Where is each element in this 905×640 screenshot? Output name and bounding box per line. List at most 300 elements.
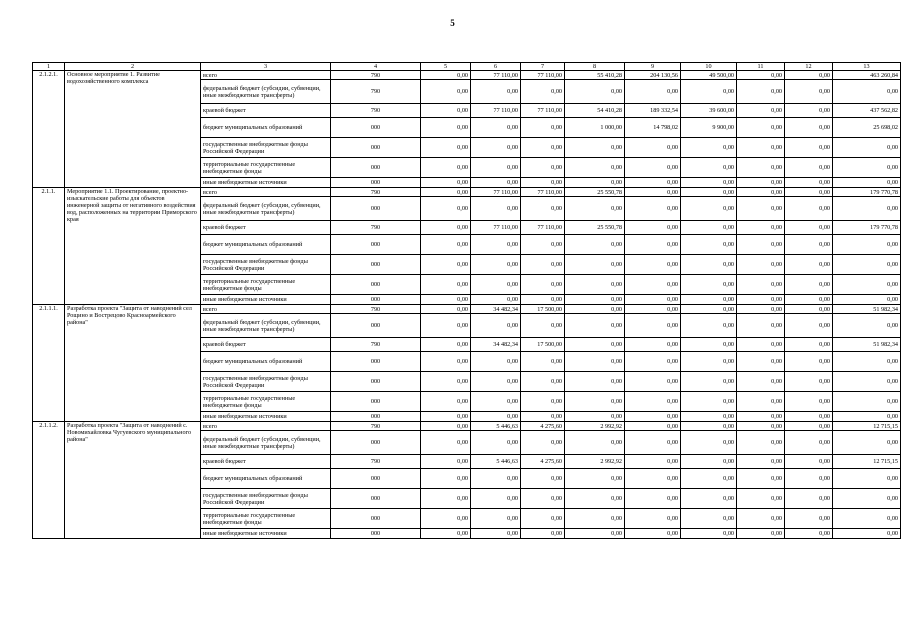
- amount-cell: 34 482,34: [471, 305, 521, 314]
- amount-cell: 0,00: [737, 118, 785, 138]
- amount-cell: 0,00: [785, 178, 833, 188]
- amount-cell: 0,00: [521, 197, 565, 221]
- budget-code: 000: [331, 412, 421, 422]
- amount-cell: 0,00: [625, 235, 681, 255]
- amount-cell: 0,00: [471, 80, 521, 104]
- amount-cell: 0,00: [681, 455, 737, 469]
- funding-source: краевой бюджет: [201, 221, 331, 235]
- amount-cell: 0,00: [785, 314, 833, 338]
- amount-cell: 0,00: [737, 305, 785, 314]
- amount-cell: 0,00: [421, 455, 471, 469]
- amount-cell: 2 992,92: [565, 422, 625, 431]
- amount-cell: 77 110,00: [471, 221, 521, 235]
- amount-cell: 0,00: [565, 338, 625, 352]
- amount-cell: 0,00: [833, 235, 901, 255]
- budget-code: 790: [331, 455, 421, 469]
- amount-cell: 0,00: [471, 314, 521, 338]
- budget-code: 000: [331, 138, 421, 158]
- amount-cell: 0,00: [681, 158, 737, 178]
- amount-cell: 0,00: [785, 392, 833, 412]
- amount-cell: 0,00: [681, 178, 737, 188]
- amount-cell: 0,00: [737, 352, 785, 372]
- amount-cell: 0,00: [737, 509, 785, 529]
- amount-cell: 0,00: [681, 314, 737, 338]
- amount-cell: 0,00: [833, 352, 901, 372]
- amount-cell: 0,00: [471, 469, 521, 489]
- amount-cell: 0,00: [737, 422, 785, 431]
- amount-cell: 0,00: [681, 188, 737, 197]
- amount-cell: 0,00: [833, 178, 901, 188]
- amount-cell: 0,00: [785, 138, 833, 158]
- column-number: 10: [681, 63, 737, 71]
- funding-source: территориальные государственные внебюджетные фонды: [201, 392, 331, 412]
- amount-cell: 51 982,34: [833, 305, 901, 314]
- amount-cell: 0,00: [421, 235, 471, 255]
- amount-cell: 0,00: [737, 489, 785, 509]
- amount-cell: 12 715,15: [833, 455, 901, 469]
- amount-cell: 0,00: [471, 372, 521, 392]
- amount-cell: 437 562,82: [833, 104, 901, 118]
- amount-cell: 0,00: [471, 235, 521, 255]
- amount-cell: 0,00: [785, 338, 833, 352]
- amount-cell: 0,00: [625, 338, 681, 352]
- funding-source: краевой бюджет: [201, 338, 331, 352]
- amount-cell: 0,00: [421, 80, 471, 104]
- amount-cell: 0,00: [785, 352, 833, 372]
- amount-cell: 0,00: [737, 314, 785, 338]
- amount-cell: 0,00: [421, 197, 471, 221]
- amount-cell: 0,00: [625, 455, 681, 469]
- table-row: [33, 71, 901, 80]
- amount-cell: 12 715,15: [833, 422, 901, 431]
- amount-cell: 51 982,34: [833, 338, 901, 352]
- amount-cell: 204 130,56: [625, 71, 681, 80]
- amount-cell: 0,00: [833, 489, 901, 509]
- amount-cell: 0,00: [521, 469, 565, 489]
- amount-cell: 0,00: [785, 455, 833, 469]
- funding-source: государственные внебюджетные фонды Российской Федерации: [201, 372, 331, 392]
- budget-code: 790: [331, 188, 421, 197]
- amount-cell: 0,00: [681, 235, 737, 255]
- amount-cell: 0,00: [785, 305, 833, 314]
- amount-cell: 0,00: [421, 431, 471, 455]
- amount-cell: 0,00: [785, 412, 833, 422]
- amount-cell: 0,00: [565, 235, 625, 255]
- amount-cell: 0,00: [421, 314, 471, 338]
- amount-cell: 0,00: [833, 509, 901, 529]
- amount-cell: 0,00: [681, 138, 737, 158]
- amount-cell: 0,00: [737, 178, 785, 188]
- amount-cell: 4 275,60: [521, 455, 565, 469]
- amount-cell: 0,00: [625, 255, 681, 275]
- funding-source: иные внебюджетные источники: [201, 412, 331, 422]
- row-index: 2.1.2.1.: [33, 71, 65, 188]
- amount-cell: 0,00: [737, 412, 785, 422]
- amount-cell: 0,00: [471, 431, 521, 455]
- amount-cell: 0,00: [785, 104, 833, 118]
- funding-source: территориальные государственные внебюджетные фонды: [201, 158, 331, 178]
- amount-cell: 25 550,78: [565, 221, 625, 235]
- amount-cell: 0,00: [681, 412, 737, 422]
- amount-cell: 0,00: [737, 392, 785, 412]
- amount-cell: 77 110,00: [521, 104, 565, 118]
- amount-cell: 0,00: [471, 178, 521, 188]
- funding-source: краевой бюджет: [201, 455, 331, 469]
- amount-cell: 0,00: [521, 80, 565, 104]
- amount-cell: 0,00: [737, 80, 785, 104]
- budget-code: 790: [331, 71, 421, 80]
- funding-source: иные внебюджетные источники: [201, 178, 331, 188]
- amount-cell: 5 446,63: [471, 422, 521, 431]
- amount-cell: 0,00: [521, 158, 565, 178]
- amount-cell: 0,00: [785, 275, 833, 295]
- amount-cell: 0,00: [785, 469, 833, 489]
- amount-cell: 0,00: [471, 118, 521, 138]
- amount-cell: 0,00: [785, 158, 833, 178]
- amount-cell: 0,00: [521, 295, 565, 305]
- amount-cell: 0,00: [833, 275, 901, 295]
- amount-cell: 0,00: [737, 295, 785, 305]
- amount-cell: 0,00: [565, 392, 625, 412]
- amount-cell: 0,00: [681, 489, 737, 509]
- amount-cell: 77 110,00: [471, 104, 521, 118]
- table-row: [33, 305, 901, 314]
- amount-cell: 0,00: [421, 71, 471, 80]
- measure-name: Основное мероприятие 1. Развитие водохозяйственного комплекса: [65, 71, 201, 188]
- amount-cell: 0,00: [625, 275, 681, 295]
- budget-code: 000: [331, 235, 421, 255]
- amount-cell: 0,00: [565, 529, 625, 539]
- budget-code: 000: [331, 158, 421, 178]
- amount-cell: 25 698,02: [833, 118, 901, 138]
- amount-cell: 0,00: [681, 422, 737, 431]
- amount-cell: 0,00: [681, 392, 737, 412]
- amount-cell: 0,00: [833, 314, 901, 338]
- measure-name: Разработка проекта "Защита от наводнений с. Новомихайловка Чугуевского муниципального района": [65, 422, 201, 539]
- column-number: 9: [625, 63, 681, 71]
- amount-cell: 0,00: [421, 392, 471, 412]
- amount-cell: 0,00: [737, 455, 785, 469]
- funding-source: бюджет муниципальных образований: [201, 469, 331, 489]
- budget-code: 000: [331, 529, 421, 539]
- amount-cell: 0,00: [521, 352, 565, 372]
- budget-code: 790: [331, 104, 421, 118]
- amount-cell: 0,00: [833, 529, 901, 539]
- amount-cell: 77 110,00: [471, 188, 521, 197]
- funding-source: всего: [201, 305, 331, 314]
- amount-cell: 0,00: [565, 178, 625, 188]
- funding-source: территориальные государственные внебюджетные фонды: [201, 275, 331, 295]
- measure-name: Разработка проекта "Защита от наводнений сел Рощино и Вострецово Красноармейского района": [65, 305, 201, 422]
- amount-cell: 0,00: [521, 372, 565, 392]
- amount-cell: 0,00: [421, 529, 471, 539]
- budget-code: 790: [331, 422, 421, 431]
- column-number: 1: [33, 63, 65, 71]
- column-number: 12: [785, 63, 833, 71]
- amount-cell: 0,00: [785, 295, 833, 305]
- amount-cell: 0,00: [833, 412, 901, 422]
- amount-cell: 0,00: [421, 509, 471, 529]
- amount-cell: 0,00: [471, 392, 521, 412]
- amount-cell: 0,00: [521, 431, 565, 455]
- amount-cell: 0,00: [421, 338, 471, 352]
- amount-cell: 0,00: [625, 80, 681, 104]
- budget-code: 000: [331, 314, 421, 338]
- amount-cell: 0,00: [565, 197, 625, 221]
- amount-cell: 0,00: [421, 138, 471, 158]
- amount-cell: 0,00: [565, 372, 625, 392]
- amount-cell: 0,00: [521, 412, 565, 422]
- budget-code: 000: [331, 489, 421, 509]
- amount-cell: 39 600,00: [681, 104, 737, 118]
- amount-cell: 0,00: [565, 469, 625, 489]
- amount-cell: 0,00: [681, 529, 737, 539]
- amount-cell: 0,00: [471, 197, 521, 221]
- amount-cell: 0,00: [421, 489, 471, 509]
- amount-cell: 0,00: [785, 80, 833, 104]
- amount-cell: 0,00: [625, 158, 681, 178]
- amount-cell: 77 110,00: [521, 221, 565, 235]
- amount-cell: 0,00: [785, 118, 833, 138]
- amount-cell: 463 260,84: [833, 71, 901, 80]
- amount-cell: 0,00: [625, 412, 681, 422]
- amount-cell: 0,00: [737, 372, 785, 392]
- amount-cell: 0,00: [625, 489, 681, 509]
- amount-cell: 0,00: [421, 412, 471, 422]
- amount-cell: 0,00: [785, 235, 833, 255]
- amount-cell: 0,00: [681, 469, 737, 489]
- amount-cell: 0,00: [565, 305, 625, 314]
- amount-cell: 0,00: [421, 295, 471, 305]
- budget-code: 000: [331, 275, 421, 295]
- amount-cell: 0,00: [833, 392, 901, 412]
- amount-cell: 0,00: [625, 431, 681, 455]
- funding-source: краевой бюджет: [201, 104, 331, 118]
- amount-cell: 0,00: [421, 178, 471, 188]
- funding-source: бюджет муниципальных образований: [201, 352, 331, 372]
- amount-cell: 17 500,00: [521, 305, 565, 314]
- amount-cell: 0,00: [785, 255, 833, 275]
- amount-cell: 179 770,78: [833, 188, 901, 197]
- budget-code: 790: [331, 338, 421, 352]
- row-index: 2.1.1.2.: [33, 422, 65, 539]
- amount-cell: 0,00: [737, 469, 785, 489]
- budget-code: 000: [331, 372, 421, 392]
- amount-cell: 189 332,54: [625, 104, 681, 118]
- amount-cell: 0,00: [625, 529, 681, 539]
- amount-cell: 0,00: [521, 275, 565, 295]
- amount-cell: 2 992,92: [565, 455, 625, 469]
- amount-cell: 0,00: [625, 138, 681, 158]
- column-number-header: [33, 63, 901, 71]
- funding-source: государственные внебюджетные фонды Российской Федерации: [201, 489, 331, 509]
- amount-cell: 77 110,00: [471, 71, 521, 80]
- amount-cell: 0,00: [737, 197, 785, 221]
- amount-cell: 0,00: [521, 489, 565, 509]
- amount-cell: 0,00: [785, 529, 833, 539]
- amount-cell: 0,00: [785, 422, 833, 431]
- table-row: [33, 188, 901, 197]
- funding-source: всего: [201, 71, 331, 80]
- amount-cell: 0,00: [565, 509, 625, 529]
- amount-cell: 0,00: [737, 221, 785, 235]
- amount-cell: 0,00: [737, 255, 785, 275]
- amount-cell: 0,00: [833, 255, 901, 275]
- amount-cell: 0,00: [421, 275, 471, 295]
- row-index: 2.1.1.: [33, 188, 65, 305]
- amount-cell: 0,00: [565, 255, 625, 275]
- budget-code: 000: [331, 509, 421, 529]
- column-number: 6: [471, 63, 521, 71]
- amount-cell: 0,00: [785, 71, 833, 80]
- budget-code: 790: [331, 221, 421, 235]
- amount-cell: 0,00: [521, 255, 565, 275]
- amount-cell: 0,00: [565, 412, 625, 422]
- budget-code: 790: [331, 305, 421, 314]
- amount-cell: 17 500,00: [521, 338, 565, 352]
- amount-cell: 0,00: [625, 469, 681, 489]
- amount-cell: 0,00: [833, 295, 901, 305]
- amount-cell: 0,00: [625, 178, 681, 188]
- amount-cell: 4 275,60: [521, 422, 565, 431]
- amount-cell: 0,00: [471, 489, 521, 509]
- funding-source: иные внебюджетные источники: [201, 295, 331, 305]
- amount-cell: 0,00: [625, 392, 681, 412]
- amount-cell: 0,00: [565, 275, 625, 295]
- amount-cell: 0,00: [681, 295, 737, 305]
- amount-cell: 0,00: [421, 372, 471, 392]
- amount-cell: 0,00: [471, 412, 521, 422]
- amount-cell: 0,00: [785, 431, 833, 455]
- amount-cell: 0,00: [737, 71, 785, 80]
- funding-source: государственные внебюджетные фонды Российской Федерации: [201, 138, 331, 158]
- amount-cell: 0,00: [521, 118, 565, 138]
- budget-code: 000: [331, 178, 421, 188]
- amount-cell: 0,00: [521, 509, 565, 529]
- amount-cell: 0,00: [737, 338, 785, 352]
- amount-cell: 0,00: [681, 275, 737, 295]
- amount-cell: 0,00: [833, 138, 901, 158]
- column-number: 3: [201, 63, 331, 71]
- amount-cell: 77 110,00: [521, 188, 565, 197]
- amount-cell: 0,00: [681, 197, 737, 221]
- budget-table: [32, 62, 901, 539]
- column-number: 8: [565, 63, 625, 71]
- amount-cell: 1 000,00: [565, 118, 625, 138]
- amount-cell: 0,00: [625, 509, 681, 529]
- amount-cell: 5 446,63: [471, 455, 521, 469]
- amount-cell: 0,00: [681, 80, 737, 104]
- amount-cell: 0,00: [681, 221, 737, 235]
- amount-cell: 0,00: [625, 295, 681, 305]
- amount-cell: 0,00: [421, 469, 471, 489]
- row-index: 2.1.1.1.: [33, 305, 65, 422]
- amount-cell: 0,00: [785, 372, 833, 392]
- funding-source: всего: [201, 188, 331, 197]
- column-number: 4: [331, 63, 421, 71]
- amount-cell: 0,00: [421, 118, 471, 138]
- amount-cell: 0,00: [785, 221, 833, 235]
- funding-source: федеральный бюджет (субсидии, субвенции, иные межбюджетные трансферты): [201, 314, 331, 338]
- amount-cell: 0,00: [785, 509, 833, 529]
- funding-source: бюджет муниципальных образований: [201, 118, 331, 138]
- amount-cell: 0,00: [833, 469, 901, 489]
- amount-cell: 0,00: [421, 422, 471, 431]
- amount-cell: 0,00: [471, 509, 521, 529]
- amount-cell: 0,00: [521, 314, 565, 338]
- amount-cell: 0,00: [833, 431, 901, 455]
- amount-cell: 0,00: [833, 372, 901, 392]
- amount-cell: 0,00: [565, 489, 625, 509]
- budget-code: 000: [331, 255, 421, 275]
- funding-source: федеральный бюджет (субсидии, субвенции, иные межбюджетные трансферты): [201, 197, 331, 221]
- amount-cell: 0,00: [681, 305, 737, 314]
- budget-code: 000: [331, 197, 421, 221]
- amount-cell: 0,00: [625, 188, 681, 197]
- amount-cell: 14 798,02: [625, 118, 681, 138]
- column-number: 5: [421, 63, 471, 71]
- amount-cell: 0,00: [565, 158, 625, 178]
- amount-cell: 0,00: [785, 188, 833, 197]
- amount-cell: 0,00: [625, 352, 681, 372]
- funding-source: иные внебюджетные источники: [201, 529, 331, 539]
- amount-cell: 0,00: [565, 80, 625, 104]
- amount-cell: 9 900,00: [681, 118, 737, 138]
- amount-cell: 55 410,28: [565, 71, 625, 80]
- amount-cell: 0,00: [471, 255, 521, 275]
- amount-cell: 0,00: [421, 158, 471, 178]
- amount-cell: 0,00: [681, 352, 737, 372]
- column-number: 2: [65, 63, 201, 71]
- budget-code: 000: [331, 352, 421, 372]
- funding-source: федеральный бюджет (субсидии, субвенции, иные межбюджетные трансферты): [201, 431, 331, 455]
- amount-cell: 25 550,78: [565, 188, 625, 197]
- amount-cell: 0,00: [471, 275, 521, 295]
- amount-cell: 0,00: [737, 235, 785, 255]
- amount-cell: 0,00: [521, 138, 565, 158]
- amount-cell: 0,00: [737, 138, 785, 158]
- amount-cell: 0,00: [681, 255, 737, 275]
- amount-cell: 54 410,28: [565, 104, 625, 118]
- amount-cell: 34 482,34: [471, 338, 521, 352]
- table-body: [33, 71, 901, 539]
- amount-cell: 0,00: [681, 338, 737, 352]
- amount-cell: 0,00: [681, 431, 737, 455]
- amount-cell: 0,00: [565, 352, 625, 372]
- amount-cell: 0,00: [833, 158, 901, 178]
- amount-cell: 0,00: [471, 158, 521, 178]
- amount-cell: 0,00: [471, 529, 521, 539]
- amount-cell: 0,00: [421, 221, 471, 235]
- amount-cell: 0,00: [565, 295, 625, 305]
- amount-cell: 0,00: [737, 188, 785, 197]
- measure-name: Мероприятие 1.1. Проектирование, проектно-изыскательские работы для объектов инженерной защиты от негативного воздействия вод, расположенных на территории Приморского края: [65, 188, 201, 305]
- column-number: 11: [737, 63, 785, 71]
- page-number: 5: [450, 18, 455, 28]
- amount-cell: 0,00: [521, 529, 565, 539]
- amount-cell: 0,00: [785, 197, 833, 221]
- amount-cell: 0,00: [625, 422, 681, 431]
- funding-source: федеральный бюджет (субсидии, субвенции, иные межбюджетные трансферты): [201, 80, 331, 104]
- amount-cell: 0,00: [421, 305, 471, 314]
- amount-cell: 0,00: [737, 529, 785, 539]
- budget-code: 000: [331, 392, 421, 412]
- amount-cell: 0,00: [625, 314, 681, 338]
- amount-cell: 0,00: [625, 221, 681, 235]
- funding-source: территориальные государственные внебюджетные фонды: [201, 509, 331, 529]
- amount-cell: 0,00: [565, 431, 625, 455]
- funding-source: бюджет муниципальных образований: [201, 235, 331, 255]
